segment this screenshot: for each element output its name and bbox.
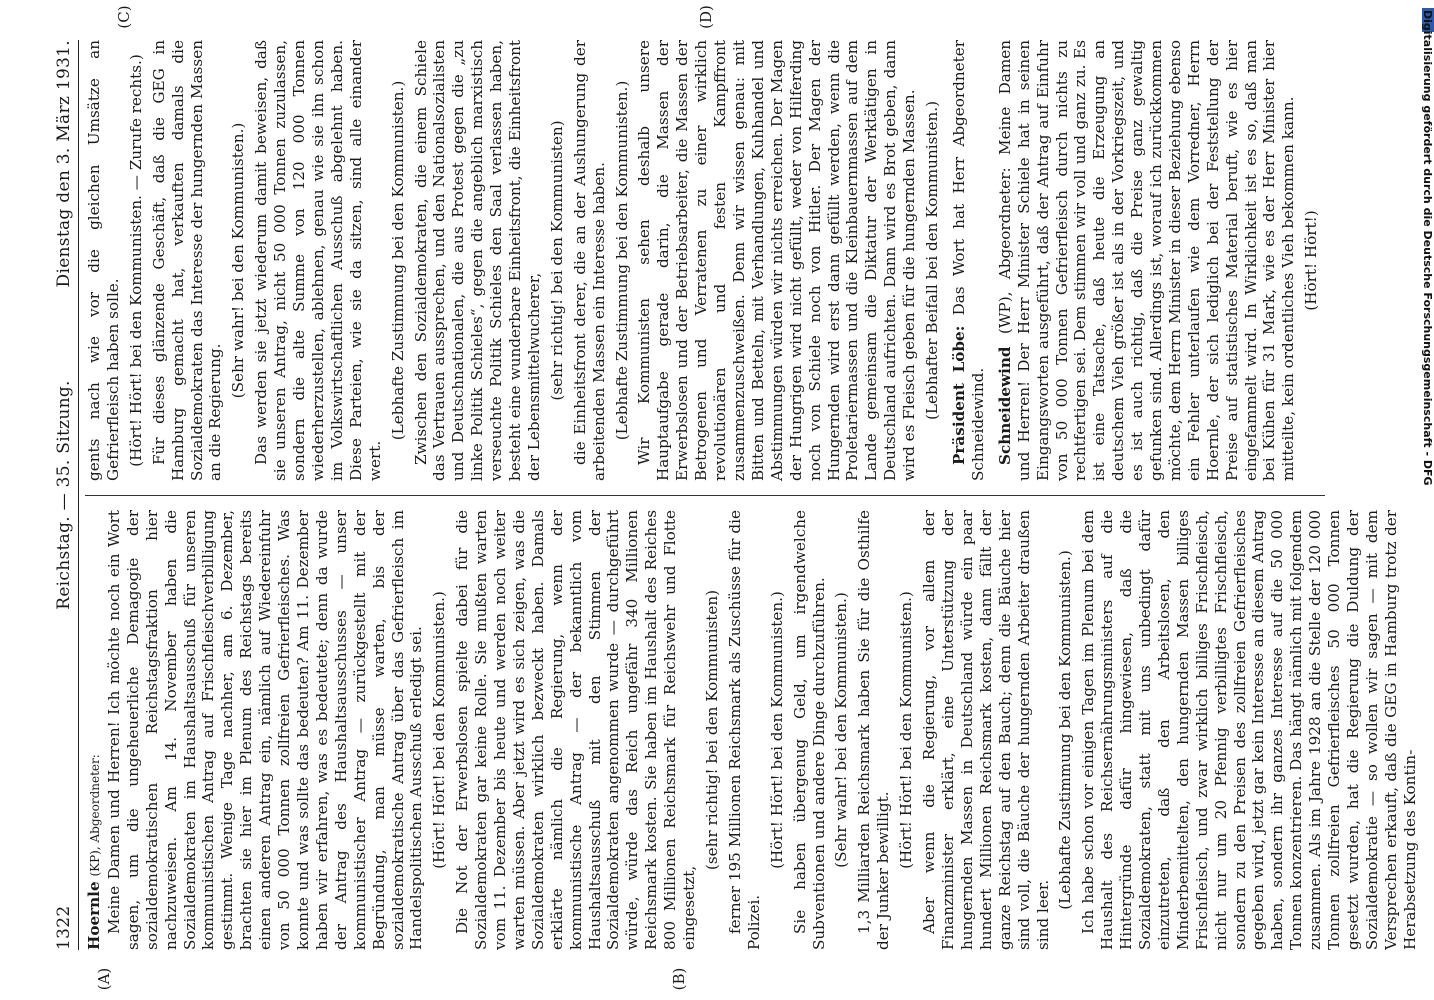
paragraph: gents nach wie vor die gleichen Umsätze an Gefrierfleisch haben solle. xyxy=(85,40,122,481)
margin-marker-b: (B) xyxy=(670,967,688,991)
interjection: (Sehr wahr! bei den Kommunisten.) xyxy=(229,122,248,399)
interjection: (sehr richtig! bei den Kommunisten) xyxy=(703,589,721,871)
speaker-name: Hoernle xyxy=(85,881,103,950)
interjection: (Hört! Hört! bei den Kommunisten.) xyxy=(430,591,449,869)
president-text: Das Wort hat Herr Abgeordneter Schneidewind. xyxy=(949,40,987,481)
paragraph: Die Not der Erwerbslosen spielte dabei für die Sozialdemokraten gar keine Rolle. Sie mußten warten vom 11. Dezember bis heute und werden noch weiter warten müssen. Aber jetzt wird es sich zeigen, was die Sozialdemokraten wirklich bezweckt haben. Damals erklärte nämlich die Regierung, wenn der kommunistische Antrag — der bekanntlich vom Haushaltsausschuß mit den Stimmen der Sozialdemokraten angenommen wurde — durchgeführt würde, würde das Reich ungefähr 340 Millionen Reichsmark kosten. Sie haben im Haushalt des Reiches 800 Millionen Reichsmark für Reichswehr und Flotte eingesetzt, xyxy=(453,510,699,950)
paragraph: ferner 195 Millionen Reichsmark als Zuschüsse für die Polizei. xyxy=(725,510,763,950)
document-page xyxy=(40,0,1419,1000)
paragraph: Das werden sie jetzt wiederum damit beweisen, daß sie unseren Antrag, nicht 50 000 Tonnen zuzulassen, sondern die alte Summe von 120 000 Tonnen wiederherzustellen, ablehnen, genau wie sie ihn schon im Volkswirtschaftlichen Ausschuß abgelehnt haben. Diese Parteien, wie sie da sitzen, sind alle einander wert. xyxy=(252,40,384,481)
paragraph: Sie haben übergenug Geld, um irgendwelche Subventionen und andere Dinge durchzuführen. xyxy=(790,510,828,950)
paragraph: Ich habe schon vor einigen Tagen im Plenum bei dem Haushalt des Reichsernährungsministers auf die Hintergründe dafür hingewiesen, daß die Sozialdemokraten, statt mit uns unbedingt dafür einzutreten, daß den Arbeitslosen, den Minderbemittelten, den hungernden Massen billiges Frischfleisch, und zwar wirklich billiges Frischfleisch, nicht nur um 20 Pfennig verbilligtes Frischfleisch, sondern zu den Preisen des zollfreien Gefrierfleisches gegeben wird, jetzt gar kein Interesse an diesem Antrag haben, sondern ihr ganzes Interesse auf die 50 000 Tonnen konzentrieren. Das hängt nämlich mit folgendem zusammen. Als im Jahre 1928 an die Stelle der 120 000 Tonnen zollfreien Gefrierfleisches 50 000 Tonnen gesetzt wurden, hat die Regierung die Duldung der Sozialdemokratie — so wollen wir sagen — mit dem Versprechen erkauft, daß die GEG in Hamburg trotz der Herabsetzung des Kontin- xyxy=(1079,510,1419,950)
paragraph: Meine Damen und Herren! Ich möchte noch ein Wort sagen, um die ungeheuerliche Demagogie der sozialdemokratischen Reichstagsfraktion hier nachzuweisen. Am 14. November haben die Sozialdemokraten im Haushaltsausschuß für unseren kommunistischen Antrag auf Frischfleischverbilligung gestimmt. Wenige Tage nachher, am 6. Dezember, brachten sie hier im Plenum des Reichstags bereits einen anderen Antrag ein, nämlich auf Wiedereinfuhr von 50 000 Tonnen zollfreien Gefrierfleisches. Was konnte und was sollte das bedeuten? Am 11. Dezember haben wir erfahren, was es bedeutete; denn da wurde der Antrag des Haushaltsausschusses — unser kommunistischer Antrag — zurückgestellt mit der Begründung, man müsse warten, bis der sozialdemokratische Antrag über das Gefrierfleisch im Handelspolitischen Ausschuß erledigt sei. xyxy=(104,510,426,950)
speaker-party: (KP), Abgeordneter: xyxy=(88,754,102,877)
paragraph: Meine Damen und Herren! Der Herr Minister Schiele hat in seinen Eingangsworten ausgeführt, daß der Antrag auf Einfuhr von 50 000 Tonnen Gefrierfleisch durch nichts zu rechtfertigen sei. Dem stimmen wir voll und ganz zu. Es ist eine Tatsache, daß heute die Erzeugung an deutschem Vieh größer ist als in der Vorkriegszeit, und es ist auch richtig, daß die Preise ganz gewaltig gefunken sind. Allerdings ist, worauf ich zurückkommen möchte, dem Herrn Minister in dieser Beziehung ebenso ein Fehler unterlaufen wie dem Vorredner, Herrn Hoernle, der sich lediglich bei der Feststellung der Preise auf statistisches Material beruft, wie es hier eingefammelt wird. In Wirklichkeit ist es so, daß man bei Kühen für 31 Mark, wie es der Herr Minister hier mitteilte, kein ordentliches Vieh bekommen kann. xyxy=(995,39,1298,481)
paragraph: Zwischen den Sozialdemokraten, die einem Schiele das Vertrauen aussprechen, und den Nationalsozialisten und Deutschnationalen, die aus Protest gegen die „zu linke Politik Schieles“, gegen die angeblich marxistisch verseuchte Politik Schieles den Saal verlassen haben, besteht eine wunderbare Einheitsfront, die Einheitsfront der Lebensmittelwucherer, xyxy=(411,40,543,481)
credit-text: Digitalisierung gefördert durch die Deutsche Forschungsgemeinschaft - DFG xyxy=(1421,10,1434,486)
president-line xyxy=(950,40,988,481)
page-number: 1322 xyxy=(54,905,74,950)
page-title: Reichstag. — 35. Sitzung. xyxy=(54,380,74,610)
speaker-party: (WP), Abgeordneter: xyxy=(995,167,1014,335)
left-column xyxy=(85,495,1419,950)
speaker-line xyxy=(996,40,1299,481)
interjection: (Sehr wahr! bei den Kommunisten.) xyxy=(832,592,851,868)
right-column xyxy=(85,40,1325,495)
speaker-name: Schneidewind xyxy=(995,346,1014,465)
margin-marker-d: (D) xyxy=(697,5,715,29)
interjection: (Hört! Hört! bei den Kommunisten. — Zurufe rechts.) xyxy=(126,54,145,467)
interjection: (Hört! Hört! bei den Kommunisten.) xyxy=(767,591,786,869)
paragraph: 1,3 Milliarden Reichsmark haben Sie für die Osthilfe der Junker bewilligt. xyxy=(855,510,893,950)
interjection: (Lebhafte Zustimmung bei den Kommunisten.) xyxy=(388,80,407,441)
page-header xyxy=(50,40,79,950)
paragraph: Aber wenn die Regierung, vor allem der Finanzminister erklärt, eine Unterstützung der hungernden Massen in Deutschland würde ein paar hundert Millionen Reichsmark kosten, dann fällt der ganze Reichstag auf den Bauch; denn die Bäuche hier sind voll, die Bäuche der hungernden Arbeiter draußen sind leer. xyxy=(920,510,1052,950)
margin-marker-c: (C) xyxy=(115,5,133,29)
paragraph: Für dieses glänzende Geschäft, daß die GEG in Hamburg gemacht hat, verkauften damals die Sozialdemokraten das Interesse der hungernden Massen an die Regierung. xyxy=(149,40,225,481)
paragraph: Wir Kommunisten sehen deshalb unsere Hauptaufgabe gerade darin, die Massen der Erwerbslosen und der Betriebsarbeiter, die Massen der Betrogenen und Verratenen zu einer wirklich revolutionären und festen Kampffront zusammenzuschweißen. Denn wir wissen genau: mit Bitten und Betteln, mit Verhandlungen, Kuhhandel und Abstimmungen würden wir nichts erreichen. Der Magen der Hungrigen wird nicht gefüllt, weder von Hilferding noch von Schiele noch von Hitler. Der Magen der Hungernden wird erst dann gefüllt werden, wenn die Proletariermassen und die Kleinbauernmassen auf dem Lande gemeinsam die Diktatur der Werktätigen in Deutschland aufrichten. Dann wird es Brot geben, dann wird es Fleisch geben für die hungernden Massen. xyxy=(635,40,919,481)
interjection: (sehr richtig! bei den Kommunisten) xyxy=(547,120,566,401)
paragraph: die Einheitsfront derer, die an der Aushungerung der arbeitenden Massen ein Interesse haben. xyxy=(570,40,608,481)
interjection: (Lebhafte Zustimmung bei den Kommunisten.) xyxy=(612,80,631,441)
digitization-credit xyxy=(1420,10,1434,990)
interjection: (Lebhafte Zustimmung bei den Kommunisten.) xyxy=(1056,550,1075,910)
session-date: Dienstag den 3. März 1931. xyxy=(54,40,74,288)
margin-marker-a: (A) xyxy=(95,967,113,991)
interjection: (Hört! Hört! bei den Kommunisten.) xyxy=(897,591,916,869)
speaker-line xyxy=(85,510,105,950)
interjection: (Hört! Hört!) xyxy=(1302,210,1321,311)
text-columns xyxy=(85,5,1419,991)
interjection: (Lebhafter Beifall bei den Kommunisten.) xyxy=(923,100,942,421)
president-label: Präsident Löbe: xyxy=(949,325,968,465)
